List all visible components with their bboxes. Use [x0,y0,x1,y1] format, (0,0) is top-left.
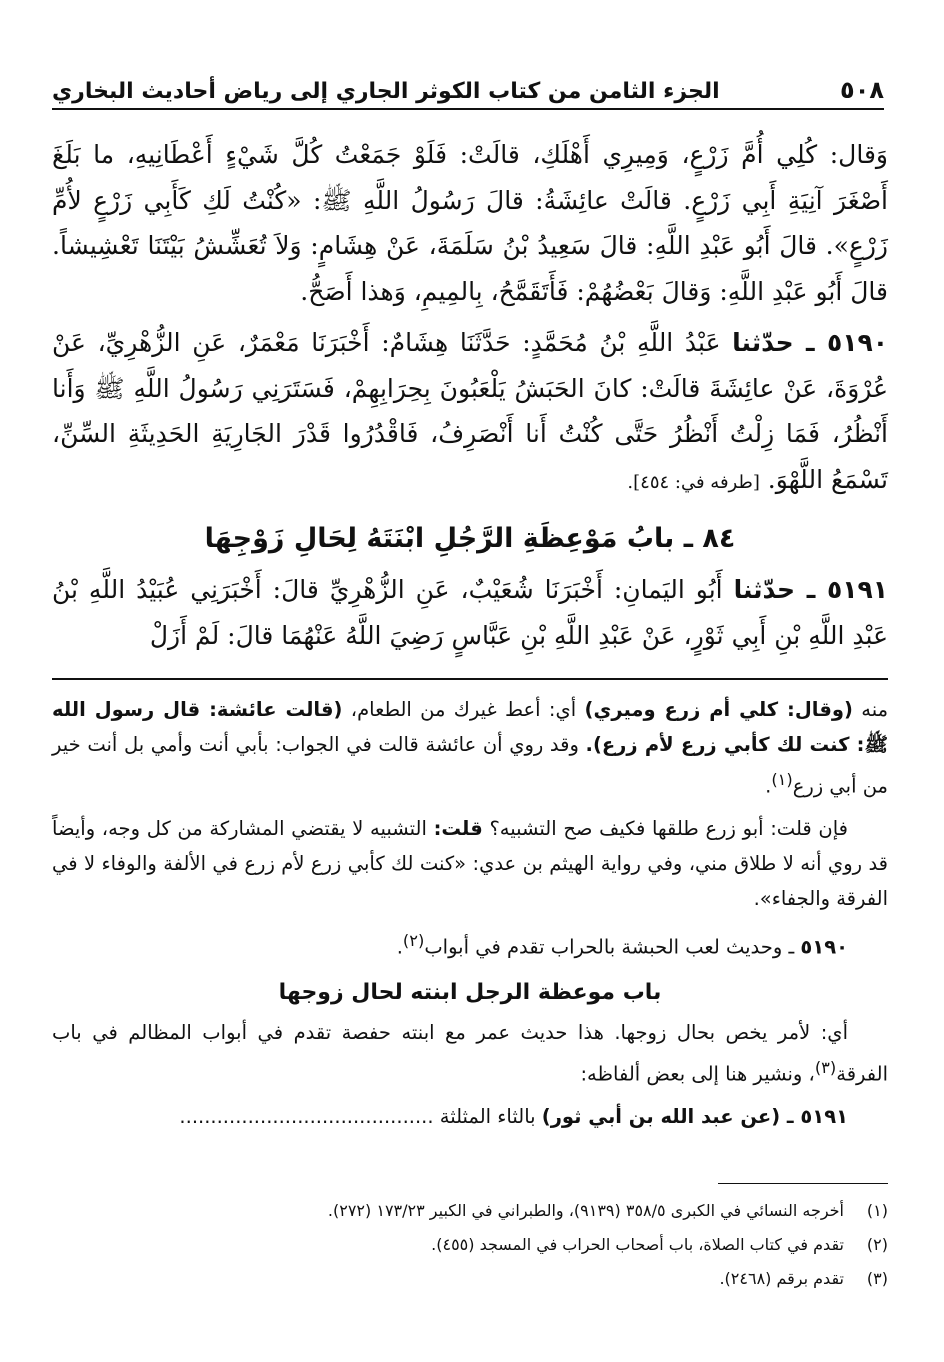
quoted-text: (وقال: كلي أم زرع وميري) [584,698,853,721]
footnotes [52,1194,888,1296]
footnote-number: (١) [866,1201,888,1220]
hadith-text: عَبْدُ اللَّهِ بْنُ مُحَمَّدٍ: حَدَّثَنَا هِشَامٌ: أَخْبَرَنَا مَعْمَرٌ، عَنِ الزُّهْرِيِّ، عَنْ عُرْوَةَ، عَنْ عائِشَةَ قالَتْ: كانَ الحَبَشُ يَلْعَبُونَ بِحِرَابِهِمْ، فَسَتَرَنِي رَسُولُ اللَّهِ ﷺ وَأَنا أَنْظُرُ، فَمَا زِلْتُ أَنْظُرُ حَتَّى كُنْتُ أَنا أَنْصَرِفُ، فَاقْدُرُوا قَدْرَ الجَارِيَةِ الحَدِيثَةِ السِّنِّ، تَسْمَعُ اللَّهْوَ. [52,328,888,494]
commentary-text: التشبيه لا يقتضي المشاركة من كل وجه، وأيضاً قد روي أنه لا طلاق مني، وفي رواية الهيثم بن عدي: «كنت لك كأبي زرع لأم زرع في الألفة والوفاء لا في الفرقة والجفاء». [52,816,888,910]
footnote [52,1262,888,1296]
commentary-paragraph [52,923,888,965]
commentary-paragraph [52,1015,888,1092]
commentary-text: فإن قلت: أبو زرع طلقها فكيف صح التشبيه؟ [489,816,848,840]
commentary-text: وقد روي أن عائشة قالت في الجواب: بأبي أنت وأمي بل أنت خير من أبي زرع [52,733,888,798]
commentary-text: . [396,935,403,958]
hadith-number: ٥١٩٠ [800,935,848,958]
footnote [52,1194,888,1228]
footnote-text: تقدم برقم (٢٤٦٨). [719,1269,844,1288]
commentary-text: . [765,774,772,798]
footnote-marker: (١) [771,770,793,789]
hadith-number: ٥١٩١ ـ حدّثنا [733,575,889,604]
footnote-divider [718,1183,888,1184]
commentary-paragraph [52,1099,888,1134]
footnote-text: أخرجه النسائي في الكبرى ٣٥٨/٥ (٩١٣٩)، والطبراني في الكبير ١٧٣/٢٣ (٢٧٢). [327,1201,844,1220]
commentary-text: منه [861,698,889,721]
cross-reference: [طرفه في: ٤٥٤]. [627,471,760,493]
hadith-number: ٥١٩٠ ـ حدّثنا [732,328,888,357]
hadith-5190 [52,320,888,505]
quoted-text: (قالت عائشة: قال رسول الله ﷺ: كنت لك كأبي زرع لأم زرع). [52,698,889,756]
commentary-divider [52,678,888,680]
page-number: ٥٠٨ [840,76,884,104]
commentary-text: أي: لأمر يخص بحال زوجها. هذا حديث عمر مع ابنته حفصة تقدم في أبواب المظالم في باب الفرقة [52,1021,888,1086]
footnote-number: (٣) [866,1269,888,1288]
footnote [52,1228,888,1262]
chapter-heading: ٨٤ ـ بابُ مَوْعِظَةِ الرَّجُلِ ابْنَتَهُ لِحَالِ زَوْجِهَا [204,523,736,554]
answer-label: قلت: [433,816,483,840]
footnote-number: (٢) [866,1235,888,1254]
hadith-5191 [52,567,888,658]
footnote-marker: (٢) [402,930,425,950]
hadith-5189-continuation: وَقال: كُلِي أُمَّ زَرْعٍ، وَمِيرِي أَهْلَكِ، قالَتْ: فَلَوْ جَمَعْتُ كُلَّ شَيْءٍ أَعْطَانِيهِ، ما بَلَغَ أَصْغَرَ آنِيَةِ أَبِي زَرْعٍ. قالَتْ عائِشَةُ: قالَ رَسُولُ اللَّهِ ﷺ: «كُنْتُ لَكِ كَأَبِي زَرْعٍ لأُمِّ زَرْعٍ». قالَ أَبُو عَبْدِ اللَّهِ: قالَ سَعِيدُ بْنُ سَلَمَةَ، عَنْ هِشَامٍ: وَلاَ تُعَشِّشُ بَيْتَنَا تَعْشِيشاً. قالَ أَبُو عَبْدِ اللَّهِ: وَقالَ بَعْضُهُمْ: فَأَتَقَمَّحُ، بِالمِيمِ، وَهذا أَصَحُّ. [52,140,888,306]
footnote-text: تقدم في كتاب الصلاة، باب أصحاب الحراب في المسجد (٤٥٥). [431,1235,844,1254]
commentary-text: ، ونشير هنا إلى بعض ألفاظه: [580,1062,815,1086]
commentary-text: أي: أعط غيرك من الطعام، [350,698,577,721]
running-title: الجزء الثامن من كتاب الكوثر الجاري إلى رياض أحاديث البخاري [52,79,720,104]
quoted-text: ٥١٩١ ـ (عن عبد الله بن أبي ثور) [541,1104,848,1128]
hadith-text: أَبُو اليَمانِ: أَخْبَرَنَا شُعَيْبٌ، عَنِ الزُّهْرِيِّ قالَ: أَخْبَرَنِي عُبَيْدُ اللَّهِ بْنُ عَبْدِ اللَّهِ بْنِ أَبِي ثَوْرٍ، عَنْ عَبْدِ اللَّهِ بْنِ عَبَّاسٍ رَضِيَ اللَّهُ عَنْهُمَا قالَ: لَمْ أَزَلْ [52,575,888,650]
main-text [52,132,888,658]
commentary-paragraph [52,811,888,916]
running-header [52,62,884,110]
commentary-text: بالثاء المثلثة ......................................... [179,1104,536,1128]
commentary-text: ـ وحديث لعب الحبشة بالحراب تقدم في أبواب [424,935,795,958]
footnote-marker: (٣) [814,1058,837,1077]
commentary [52,692,888,1141]
commentary-paragraph [52,692,888,804]
commentary-chapter-heading: باب موعظة الرجل ابنته لحال زوجها [278,980,662,1005]
